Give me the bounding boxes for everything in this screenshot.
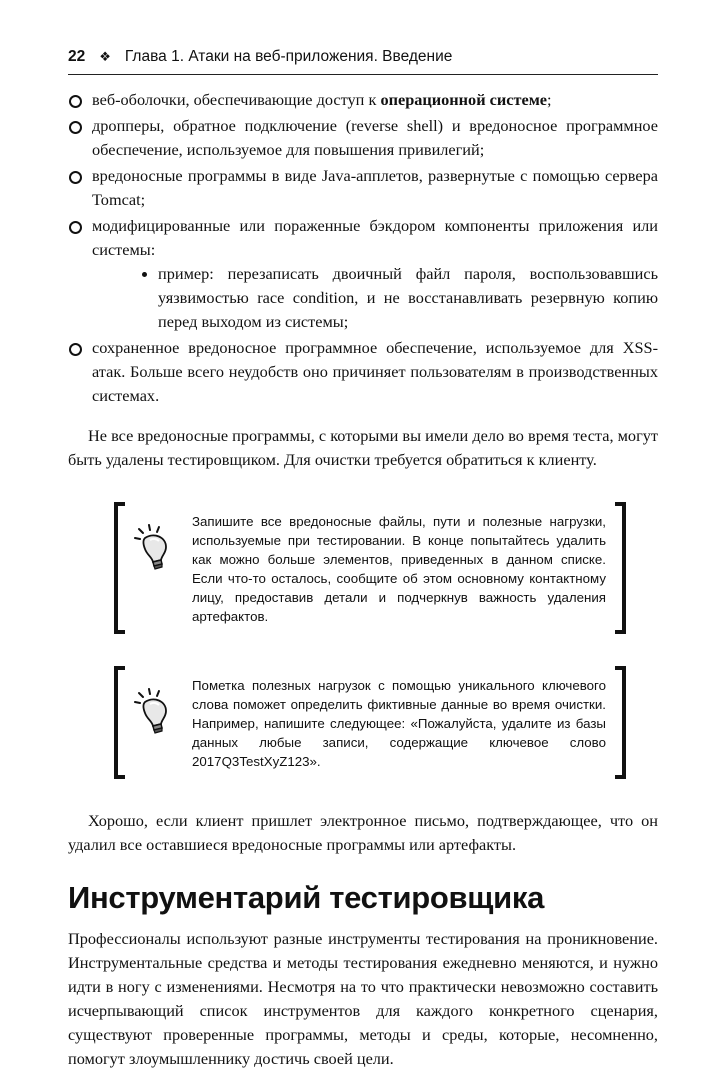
paragraph: Не все вредоносные программы, с которыми вы имели дело во время теста, могут быть удалены тестировщиком. Для очистки требуется обратиться к клиенту. [68, 426, 658, 469]
running-header [68, 48, 658, 66]
bullet-list [68, 88, 658, 408]
header-rule [68, 74, 658, 75]
list-item: веб-оболочки, обеспечивающие доступ к операционной системе; [68, 88, 658, 112]
circle-bullet-icon [69, 221, 82, 234]
dot-bullet-icon [142, 272, 147, 277]
bracket-right [615, 666, 626, 779]
sub-list [92, 262, 658, 334]
section-heading: Инструментарий тестировщика [68, 880, 545, 915]
chapter-title: Глава 1. Атаки на веб-приложения. Введение [124, 48, 453, 65]
bracket-left [114, 666, 125, 779]
tip-text: Пометка полезных нагрузок с помощью уникального ключевого слова поможет определить фиктивные данные во время очистки. Например, напишите следующее: «Пожалуйста, удалите из базы данных любые записи, содержащие ключевое слово 2017Q3TestXyZ123». [192, 678, 606, 769]
tip-box [114, 502, 626, 634]
circle-bullet-icon [69, 121, 82, 134]
bold-term: операционной системе [380, 90, 548, 109]
list-item: вредоносные программы в виде Java-апплетов, развернутые с помощью сервера Tomcat; [68, 164, 658, 212]
circle-bullet-icon [69, 95, 82, 108]
paragraph: Хорошо, если клиент пришлет электронное письмо, подтверждающее, что он удалил все оставшиеся вредоносные программы или артефакты. [68, 811, 658, 854]
paragraph: Профессионалы используют разные инструменты тестирования на проникновение. Инструментальные средства и методы тестирования ежедневно меняются, и нужно идти в ногу с изменениями. Несмотря на то что практически невозможно составить исчерпывающий список инструментов для каждого конкретного сценария, существуют проверенные программы, методы и среды, которые, несомненно, помогут злоумышленнику достичь своей цели. [68, 929, 658, 1068]
page-body [68, 88, 658, 1071]
list-item: дропперы, обратное подключение (reverse shell) и вредоносное программное обеспечение, используемое для повышения привилегий; [68, 114, 658, 162]
bracket-right [615, 502, 626, 634]
list-item: модифицированные или пораженные бэкдором компоненты приложения или системы: пример: перезаписать двоичный файл пароля, воспользовавшись уязвимостью race condition, и не восстанавливать резервную копию перед выходом из системы; [68, 214, 658, 334]
tip-box [114, 666, 626, 779]
page-number: 22 [68, 48, 86, 65]
lightbulb-icon [134, 524, 174, 574]
separator-ornament: ❖ [99, 49, 111, 64]
lightbulb-icon [134, 688, 174, 738]
circle-bullet-icon [69, 171, 82, 184]
sub-list-item: пример: перезаписать двоичный файл пароля, воспользовавшись уязвимостью race condition, и не восстанавливать резервную копию перед выходом из системы; [142, 262, 658, 334]
circle-bullet-icon [69, 343, 82, 356]
tip-text: Запишите все вредоносные файлы, пути и полезные нагрузки, используемые при тестировании. В конце попытайтесь удалить как можно больше элементов, приведенных в данном списке. Если что-то осталось, сообщите об этом основному контактному лицу, предоставив детали и подчеркнув важность удаления артефактов. [192, 514, 606, 624]
bracket-left [114, 502, 125, 634]
list-item: сохраненное вредоносное программное обеспечение, используемое для XSS-атак. Больше всего неудобств оно причиняет пользователям в производственных системах. [68, 336, 658, 408]
